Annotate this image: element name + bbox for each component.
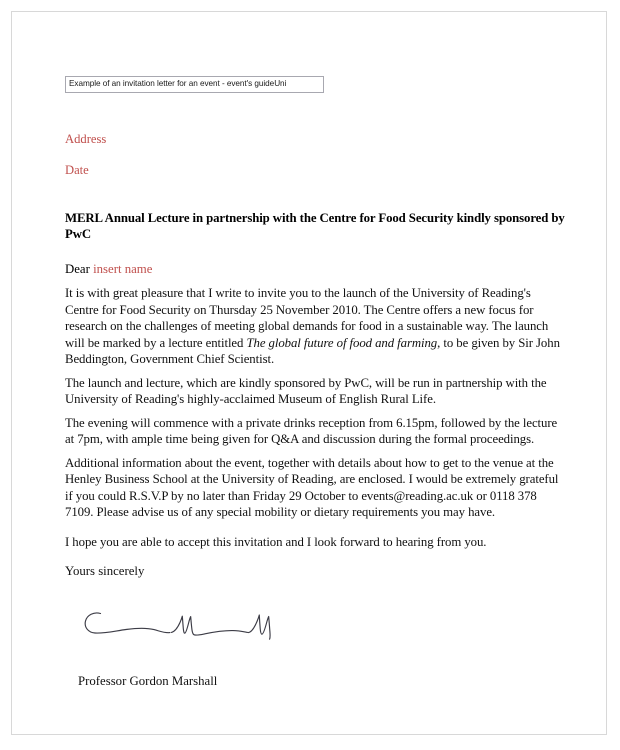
paragraph-sponsorship: The launch and lecture, which are kindly sponsored by PwC, will be run in partnership with the University of Reading's highly-acclaimed Museum of English Rural Life.: [65, 375, 547, 407]
header-title-box[interactable]: [65, 76, 324, 93]
salutation-greeting: Dear: [65, 261, 90, 276]
salutation-name-placeholder[interactable]: insert name: [93, 261, 153, 276]
paragraph-launch-invite: [65, 285, 567, 368]
letter-title: MERL Annual Lecture in partnership with the Centre for Food Security kindly sponsored by PwC: [65, 211, 565, 242]
address-placeholder[interactable]: Address: [65, 132, 107, 146]
salutation-line: [65, 262, 567, 277]
date-placeholder[interactable]: Date: [65, 163, 89, 178]
signatory-name: Professor Gordon Marshall: [78, 674, 218, 688]
handwritten-signature: [78, 604, 278, 646]
signature-ink-icon: [78, 604, 278, 646]
lecture-title-italic: The global future of food and farming: [246, 335, 438, 350]
closing-hope-line: I hope you are able to accept this invitation and I look forward to hearing from you.: [65, 534, 487, 549]
paragraph-rsvp: Additional information about the event, together with details about how to get to the venue at the Henley Business School at the University of Reading, are enclosed. I would be extremely grateful if you could R.S.V.P by no later than Friday 29 October to events@reading.ac.uk or 0118 378 7109. Please advise us of any special mobility or dietary requirements you may have.: [65, 455, 559, 520]
paragraph-schedule: The evening will commence with a private drinks reception from 6.15pm, followed by the lecture at 7pm, with ample time being given for Q&A and discussion during the formal proceedings.: [65, 415, 558, 447]
document-page: [11, 11, 607, 735]
paragraph-text-part: , to be given by Sir John Beddington, Government Chief Scientist.: [65, 335, 560, 367]
letter-body: [65, 132, 567, 580]
sign-off-line: Yours sincerely: [65, 564, 145, 579]
paragraph-text-part: It is with great pleasure that I write to invite you to the launch of the University of Reading's Centre for Food Security on Thursday 25 November 2010. The Centre offers a new focus for research on the challenges of meeting global demands for food in a sustainable way. The launch will be marked by a lecture entitled: [65, 286, 549, 350]
header-title-text: Example of an invitation letter for an event - event's guideUni: [69, 79, 287, 89]
